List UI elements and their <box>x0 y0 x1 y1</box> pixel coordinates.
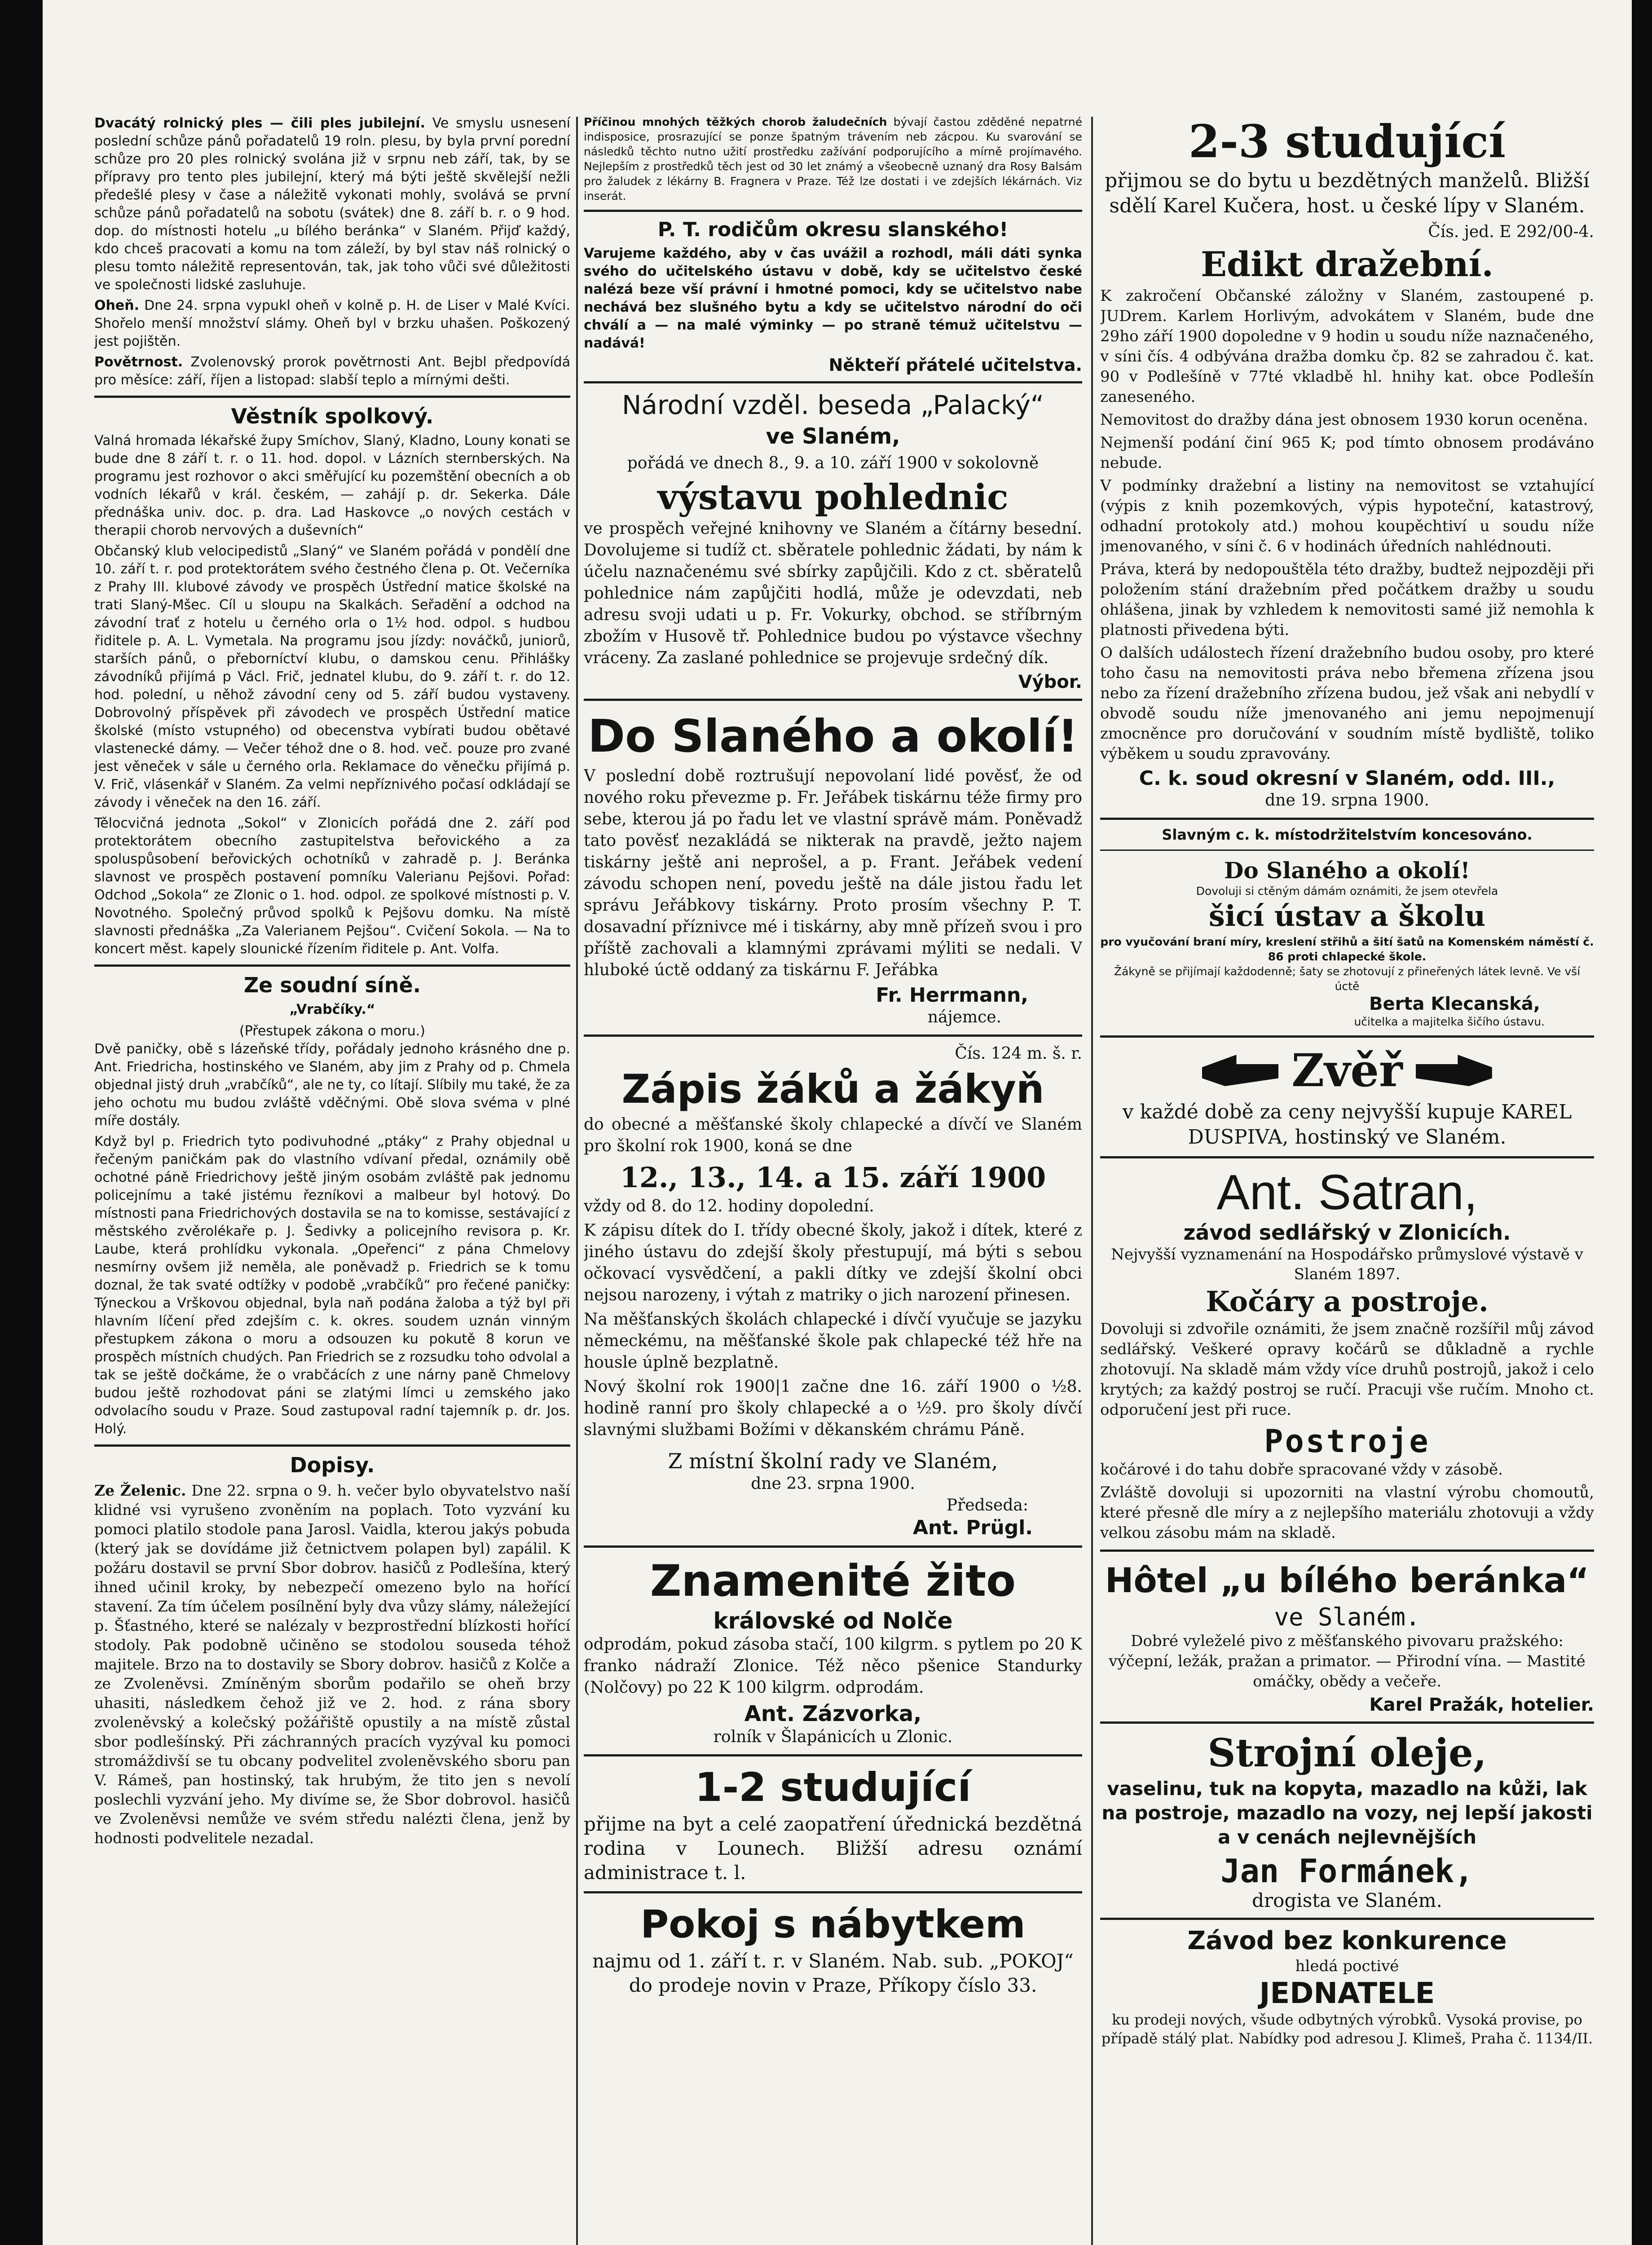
satran-subtitle: závod sedlářský v Zlonicích. <box>1183 1220 1511 1245</box>
column-divider <box>1091 117 1093 2245</box>
zapis-board: Z místní školní rady ve Slaném, <box>668 1449 998 1473</box>
satran-title: Ant. Satran, <box>1216 1165 1478 1220</box>
zavod-text: ku prodeji nových, všude odbytných výrobků. Vysoká provise, po případě stálý plat. Nabídky pod adresou J. Klimeš, Praha č. 1134/II. <box>1101 2011 1593 2047</box>
dopisy-text: Dne 22. srpna o 9. h. večer bylo obyvatelstvo naší klidné vsi vyrušeno zvoněním na poplach. Toto vyzvání ku pomoci platilo stodole pana Jarosl. Vaidla, kterou jakýs pobuda (který jak se dovídáme již četnictvem polapen byl) zapálil. K požáru dostavil se první Sbor dobrov. hasičů z Podlešína, který ihned učinil kroky, by nebezpečí omezeno bylo na hořící stavení. Za tím účelem posílnění byly dva vůzy slámy, náležející p. Šťastného, které se nalézaly v bezprostřední blízkosti hořící stodoly. Pak podobně učiněno se stodolou souseda téhož majitele. Brzo na to dostavily se Sbory dobrov. hasičů z Kolče a ze Zvoleněvsi. Zmíněným sborům podařilo se oheň brzy uhasiti, následkem čehož již ve 2. hod. z rána sbory zvoleněvský a kolečský požářiště opustily a na místě zůstal sbor podlešínský. Při záchranných pracích vyzýval ku pomoci stromáždivší se tu obcany podvelitel zvoleněvského sboru pan V. Rámeš, pan hostinský, tak hrubým, že tito jen s nevolí poslechli vyzvání jeho. My divíme se, že Sbor dobrovol. hasičů ve Zvoleněvsi nemůže ve svém středu nalézti člena, jenž by hodnosti podvelitele nezadal. <box>94 1482 570 1847</box>
divider <box>1100 1721 1594 1724</box>
divider <box>584 210 1082 212</box>
pricina-text: bývají častou zděděné nepatrné indisposice, prosrazující se ponze špatným trávením neb zácpou. Ku svarování se následků těchto nutno užití prostředku zažívání podporujícího a mírně projímavého. Nejlepším z prostředků těch jest od 30 let známý a všeobecně uznaný dra Rosy Balsám pro žaludek z lékárny B. Fragnera v Praze. Též lze dostati i ve zdejších lékárnách. Viz inserát. <box>584 115 1082 202</box>
satran-award: Nejvyšší vyznamenání na Hospodářsko průmyslové výstavě v Slaném 1897. <box>1111 1246 1583 1283</box>
vestnik-para-3: Tělocvičná jednota „Sokol“ v Zlonicích pořádá dne 2. září pod protektorátem obecního zastupitelstva beřovického a za spoluspůsobení beřovických ochotníků v zahradě p. J. Beránka slavnost ve prospěch postavení pomníku Valerianu Pejšovi. Pořad: Odchod „Sokola“ ze Zlonic o 1. hod. odpol. ze spolkové místnosti p. V. Novotného. Společný průvod spolků k Pejšovu domku. Na místě slavnosti přednáška „Za Valerianem Pejšou“. Cvičení Sokola. — Na to koncert měst. kapely slounické řízením řiditele p. Ant. Volfa. <box>94 815 570 957</box>
edikt-para-3: Nejmenší podání činí 965 K; pod tímto obnosem prodáváno nebude. <box>1100 434 1594 472</box>
ohen-label: Oheň. <box>94 298 139 313</box>
beseda-place: ve Slaném, <box>766 424 900 449</box>
povetrnost-article <box>94 353 570 389</box>
rodicum-signature: Někteří přátelé učitelstva. <box>828 355 1082 375</box>
oleje-text: vaselinu, tuk na kopyta, mazadlo na kůži, lak na postroje, mazadlo na vozy, nej lepší jakosti a v cenách nejlevnějších <box>1101 1778 1593 1848</box>
ohen-text: Dne 24. srpna vypukl oheň v kolně p. H. de Liser v Malé Kvíci. Shořelo menší množství slámy. Oheň byl v brzku uhašen. Poškozený jest pojištěn. <box>94 298 570 349</box>
beseda-text: ve prospěch veřejné knihovny ve Slaném a čítárny besední. Dovolujeme si tudíž ct. sběratele pohlednic žádati, by nám k účelu naznačenému své sbírky zapůjčili. Kdo z ct. sběratelů pohlednice nám zapůjčiti hodlá, může je odevzdati, neb adresu svoji udati u p. Fr. Vokurky, obchod. se stříbrným zbožím v Husově tř. Pohlednice budou po výstavce všechny vráceny. Za zaslané pohlednice se projevuje srdečný dík. <box>584 519 1082 667</box>
ples-text: Ve smyslu usnesení poslední schůze pánů pořadatelů 19 roln. plesu, by byla první porední schůze pro 20 ples rolnický svolána již v srpnu neb září, tak, by se přípravy pro tento ples jubilejní, který má býti ještě skvělejší nežli předešlé plesy v čase a náležitě vykonati mohly, svolává se první schůze pánů pořadatelů na sobotu (svátek) dne 8. září b. r. o 9 hod. dop. do místnosti hotelu „u bílého beránka“ v Slaném. Přijď každý, kdo chceš pracovati a komu na tom záleží, by byl stav náš rolnický o plesu tomto náležitě representován, tak, jak toho vůči své důležitosti ve společnosti lidské zasluhuje. <box>94 115 570 293</box>
ohen-article <box>94 297 570 351</box>
zito-subtitle: královské od Nolče <box>713 1608 953 1634</box>
column-left <box>94 114 570 2245</box>
rodicum-text: Varujeme každého, aby v čas uvážil a rozhodl, máli dáti synka svého do učitelského ústavu v době, kdy se učitelstvo české nalézá beze vší právní i hmotné pomoci, kdy se učitelstvo nabe nechává bez slušného bytu a kdy se učitelstvo národní do oči chválí a — na malé výminky — po straně témuž učitelstvu — nadává! <box>584 246 1082 351</box>
oleje-role: drogista ve Slaném. <box>1252 1889 1442 1911</box>
pointing-hand-icon <box>1202 1055 1278 1086</box>
column-divider <box>576 117 578 2245</box>
divider <box>94 1444 570 1447</box>
rodicum-title: P. T. rodičům okresu slanského! <box>657 218 1009 241</box>
stud3-title: 2-3 studující <box>1188 115 1506 168</box>
povetrnost-text: Zvolenovský prorok povětrnosti Ant. Bejbl předpovídá pro měsíce: září, říjen a listopad: slabší teplo a mírnými dešti. <box>94 354 570 388</box>
divider <box>584 1754 1082 1756</box>
edikt-court: C. k. soud okresní v Slaném, odd. III., <box>1139 767 1555 790</box>
divider <box>1100 1918 1594 1920</box>
beseda-signature: Výbor. <box>1018 672 1082 692</box>
dopisy-title: Dopisy. <box>290 1453 375 1477</box>
hotel-title: Hôtel „u bílého beránka“ <box>1105 1560 1590 1600</box>
vestnik-title: Věstník spolkový. <box>231 404 434 428</box>
divider <box>584 699 1082 701</box>
zapis-para-3: K zápisu dítek do I. třídy obecné školy, jakož i dítek, které z jiného ústavu do zdejší školy přestupují, má býti s sebou očkovací vysvědčení, a pakli dítky ve zdejší školní obci nejsou narozeny, i výtah z matriky o jich narození přinesen. <box>584 1221 1082 1304</box>
zito-signature: Ant. Zázvorka, <box>744 1701 922 1726</box>
edikt-title: Edikt dražební. <box>1201 244 1493 284</box>
vestnik-para-2: Občanský klub velocipedistů „Slaný“ ve Slaném pořádá v pondělí dne 10. září t. r. pod protektorátem svého čestného člena p. Ot. Večerníka z Prahy III. klubové závody ve prospěch Ústřední matice školské na trati Slaný-Mšec. Cíl u sloupu na Skalkách. Seřadění a odchod na závodní trať z hotelu u černého orla o 1½ hod. odpol. s hudbou řiditele p. A. L. Vymetala. Na programu jsou jízdy: nováčků, juniorů, starších pánů, o přeborníctví klubu, o damskou cenu. Přihlášky závodníků přijímá p Václ. Frič, jednatel klubu, do 9. září t. r. do 12. hod. polední, u něhož závodní ceny od 5. září budou vystaveny. Dobrovolný příspěvek při závodech ve prospěch Ústřední matice školské (místo vstupného) od obecenstva vybírati budou obětavé vlastenecké dámy. — Večer téhož dne o 8. hod. več. pouze pro zvané jest věneček v sále u černého orla. Reklamace do věnečku přijímá p. V. Frič, vlásenkář v Slaném. Za velmi nepříznivého počasí odkládají se závody i věneček na den 16. září. <box>94 543 570 810</box>
postroje-title: Postroje <box>1264 1423 1430 1460</box>
edikt-para-2: Nemovitost do dražby dána jest obnosem 1930 korun oceněna. <box>1100 411 1588 429</box>
beseda-intro: pořádá ve dnech 8., 9. a 10. září 1900 v sokolovně <box>627 454 1039 472</box>
zito-address: rolník v Šlapánicích u Zlonic. <box>713 1728 953 1746</box>
stud-title: 1-2 studující <box>695 1764 971 1810</box>
hotel-signature: Karel Pražák, hotelier. <box>1369 1695 1594 1715</box>
povetrnost-label: Povětrnost. <box>94 354 183 370</box>
edikt-para-4: V podmínky dražební a listiny na nemovitost se vztahující (výpis z knih pozemkových, výpis hypoteční, katastrový, odhadní protokoly atd.) mohou koupěchtiví u soudu níže jmenovaného, v síni č. 6 v hodinách úředních nahlédnouti. <box>1100 477 1594 555</box>
mistr-role: učitelka a majitelka šičího ústavu. <box>1354 1015 1545 1028</box>
satran-text: Dovoluji si zdvořile oznámiti, že jsem značně rozšířil můj závod sedlářský. Veškeré opravy kočárů se důkladně a rychle zhotovují. Na skladě mám vždy více druhů postrojů, jakož i celo krytých; za každý postroj se ručí. Pracuji vše ručím. Mnoho ct. odporučení jest při ruce. <box>1100 1320 1594 1419</box>
divider <box>584 1891 1082 1893</box>
divider <box>584 1545 1082 1548</box>
sine-para-1: Dvě paničky, obě s lázeňské třídy, pořádaly jednoho krásného dne p. Ant. Friedricha, hostinského ve Slaném, aby jim z Prahy od p. Chmela objednal jistý druh „vrabčíků“, ale ne ty, co lítají. Slíbily mu také, že za jeho ochotu mu budou zvláště vděčnými. Obě slova svéma v plné míře dostály. <box>94 1041 570 1129</box>
okoli-text: V poslední době roztrušují nepovolaní lidé pověsť, že od nového roku převezme p. Fr. Jeřábek tiskárnu téže firmy pro sebe, kterou já po řadu let ve vlastní správě mám. Poněvadž tato pověsť nezakládá se nikterak na pravdě, ježto najem tiskárny ještě ani neprošel, a p. Frant. Jeřábek vedení závodu schopen není, povedu ještě na dále jistou řadu let správu Jeřábkovy tiskárny. Proto prosím všechny P. T. dosavadní příznivce mé i tiskárny, aby mně přízeň svou i pro příště zachovali a klamnými zprávami mýliti se nedali. V hluboké úctě oddaný za tiskárnu F. Jeřábka <box>584 767 1082 979</box>
scan-border-left <box>0 0 43 2245</box>
okoli-title: Do Slaného a okolí! <box>588 710 1078 762</box>
hotel-text: Dobré vyleželé pivo z měšťanského pivovaru pražského: výčepní, ležák, pražan a primator. — Přirodní vína. — Mastité omáčky, obědy a večeře. <box>1109 1632 1586 1690</box>
divider <box>94 964 570 967</box>
sine-para-2: Když byl p. Friedrich tyto podivuhodné „ptáky“ z Prahy objednal u řečeným paničkám pak do vlastního vdívaní předal, oznámily obě ochotné páně Friedrichovy ještě jiným osobám zvláště pak jednomu policejnímu a také jistému řezníkovi a malbeur byl hotový. Do místnosti pana Friedrichových dostavila se na to komisse, sestávající z městského zvěrolékaře p. J. Šedivky a policejního revisora p. Kr. Laube, která prohlídku vykonala. „Opeřenci“ z pána Chmelovy nesmírny ovšem již neměla, ale poněvadž p. Friedrich se k tomu doznal, že tak svaté odtížky v podobě „vrabčíků“ pro řečené paničky: Týneckou a Vrškovou objednal, byla naň podána žaloba a týž byl při hlavním líčení před zdejším c. k. okres. soudem uznán vinným přestupkem zákona o moru a odsouzen ku pokutě 8 korun ve prospěch místních chudých. Pan Friedrich se z rozsudku toho odvolal a tak se ještě dočkáme, že o vrabčácích z une nárny paně Chmelovy budou ještě rozhodovat páni se zlatými límci u zemského jako odvolacího soudu v Praze. Soud zastupoval radní tajemník p. dr. Jos. Holý. <box>94 1134 570 1437</box>
oleje-title: Strojní oleje, <box>1207 1730 1487 1776</box>
mistr-signature: Berta Klecanská, <box>1369 994 1540 1014</box>
zver-text: v každé době za ceny nejvyšší kupuje KAREL DUSPIVA, hostinský ve Slaném. <box>1122 1100 1572 1149</box>
zapis-para-4: Na měšťanských školách chlapecké i dívčí vyučuje se jazyku německému, na měšťanské škole pak chlapecké též hře na housle úplně bezplatně. <box>584 1310 1082 1372</box>
divider <box>1100 1156 1594 1158</box>
edikt-number: Čís. jed. E 292/00-4. <box>1428 223 1594 241</box>
edikt-para-5: Práva, která by nedopouštěla této dražby, budtež nejpozději při položením stání dražebním před počátkem dražby u soudu ohlášena, jinak by vzhledem k nemovitosti samé již nemohla k platnosti přivedena býti. <box>1100 560 1594 639</box>
stud-text: přijme na byt a celé zaopatření úřednická bezdětná rodina v Lounech. Bližší adresu oznámí administrace t. l. <box>584 1813 1082 1884</box>
zapis-chair-label: Předseda: <box>946 1496 1028 1514</box>
mistr-headline: šicí ústav a školu <box>1208 899 1486 933</box>
edikt-para-1: K zakročení Občanské záložny v Slaném, zastoupené p. JUDrem. Karlem Horlivým, advokátem v Slaném, bude dne 29ho září 1900 dopoledne v 9 hodin u soudu níže naznačeného, v síni čís. 4 odbývána dražba domku čp. 82 se zahradou č. kat. 90 v Podlešíně v 77té vkladbě hl. hnihy kat. obce Podlešín zaneseného. <box>1100 287 1594 406</box>
divider <box>584 1034 1082 1037</box>
zapis-para-5: Nový školní rok 1900|1 začne dne 16. září 1900 o ½8. hodině ranní pro školy chlapecké a o ½9. pro školy dívčí slavnými službami Božími v děkanském chrámu Páně. <box>584 1378 1082 1439</box>
dopisy-subtitle: Ze Želenic. <box>94 1482 186 1499</box>
column-right <box>1100 114 1594 2245</box>
mistr-intro: Dovoluji si ctěným dámám oznámiti, že jsem otevřela <box>1196 885 1498 898</box>
beseda-headline: výstavu pohlednic <box>657 477 1009 518</box>
zver-heading-row <box>1100 1044 1594 1097</box>
divider <box>584 381 1082 383</box>
stud3-text: přijmou se do bytu u bezdětných manželů. Bližší sdělí Karel Kučera, host. u české lípy v Slaném. <box>1105 169 1590 217</box>
pokoj-text: najmu od 1. září t. r. v Slaném. Nab. sub. „POKOJ“ do prodeje novin v Praze, Příkopy číslo 33. <box>592 1950 1074 1996</box>
sine-subtitle: „Vrabčíky.“ <box>289 1002 375 1017</box>
edikt-para-6: O dalších událostech řízení dražebního budou osoby, pro které toho času na nemovitosti práva nebo břemena zřízena jsou nebo za řízení dražebního zřízena budou, jež však ani nebydlí v obvodě soudu níže jmenovaného ani jemu nepojmenují zmocněnce pro doručování v soudním místě bydliště, toliko výběkem u soudu zpravovány. <box>1100 644 1594 763</box>
zapis-para-2: vždy od 8. do 12. hodiny dopolední. <box>584 1197 874 1215</box>
postroje-para: Zvláště dovoluji si upozorniti na vlastní výrobu chomoutů, které přesně dle míry a z nejlepšího materiálu zhotovuji a vždy velkou zásobu mám na skladě. <box>1100 1483 1594 1542</box>
zapis-dates: 12., 13., 14. a 15. září 1900 <box>620 1161 1046 1194</box>
mistr-note: Žákyně se přijímají každodenně; šaty se zhotovují z přineřených látek levně. Ve vší úctě <box>1114 965 1581 993</box>
scan-border-right <box>1632 0 1652 2245</box>
ples-article <box>94 114 570 294</box>
mistr-text: pro vyučování braní míry, kreslení střihů a šití šatů na Komenském náměstí č. 86 proti chlapecké škole. <box>1100 935 1594 963</box>
pricina-ad <box>584 114 1082 203</box>
zapis-chair-name: Ant. Prügl. <box>912 1516 1033 1539</box>
vestnik-para-1: Valná hromada lékařské župy Smíchov, Slaný, Kladno, Louny konati se bude dne 8 září t. r. o 11. hod. dopol. v Lázních sternberských. Na programu jest rozhovor o akci směřující ku pozemštění obecních a ob vodních lékařů v král. českém, — zahájí p. dr. Sekerka. Dále přednáška univ. doc. p. dra. Lad Haskovce „o nových cestách v therapii chorob nervových a duševních“ <box>94 433 570 538</box>
zito-title: Znamenité žito <box>650 1556 1016 1606</box>
zapis-title: Zápis žáků a žákyň <box>621 1066 1044 1112</box>
zapis-para-1: do obecné a měšťanské školy chlapecké a dívčí ve Slaném pro školní rok 1900, koná se dne <box>584 1115 1082 1155</box>
ples-title: Dvacátý rolnický ples — čili ples jubilejní. <box>94 115 425 131</box>
pokoj-title: Pokoj s nábytkem <box>640 1902 1026 1947</box>
satran-heading: Kočáry a postroje. <box>1206 1285 1489 1318</box>
dopisy-article <box>94 1481 570 1848</box>
zavod-headline: JEDNATELE <box>1259 1977 1435 2010</box>
zapis-number: Čís. 124 m. š. r. <box>955 1044 1082 1063</box>
okoli-signature: Fr. Herrmann, <box>876 984 1028 1007</box>
zavod-title: Závod bez konkurence <box>1187 1926 1507 1955</box>
mistr-heading: Do Slaného a okolí! <box>1224 857 1470 884</box>
divider <box>94 396 570 398</box>
edikt-date: dne 19. srpna 1900. <box>1265 791 1429 810</box>
oleje-shop: Jan Formánek, <box>1220 1852 1474 1890</box>
hotel-place: ve Slaném. <box>1274 1603 1420 1631</box>
divider <box>1100 850 1594 851</box>
mistr-concession: Slavným c. k. místodržitelstvím koncesováno. <box>1162 826 1533 843</box>
column-middle <box>584 114 1082 2245</box>
postroje-text: kočárové i do tahu dobře spracované vždy v zásobě. <box>1100 1461 1503 1479</box>
okoli-role: nájemce. <box>927 1008 1001 1026</box>
divider <box>1100 818 1594 820</box>
zito-text: odprodám, pokud zásoba stačí, 100 kilgrm. s pytlem po 20 K franko nádraží Zlonice. Též něco pšenice Standurky (Nolčovy) po 22 K 100 kilgrm. odprodám. <box>584 1635 1082 1697</box>
zavod-subtitle: hledá poctivé <box>1295 1957 1399 1975</box>
divider <box>1100 1035 1594 1038</box>
sine-title: Ze soudní síně. <box>243 973 421 997</box>
zver-title: Zvěř <box>1291 1044 1403 1097</box>
zapis-date: dne 23. srpna 1900. <box>751 1475 915 1493</box>
pricina-title: Příčinou mnohých těžkých chorob žaludečních <box>584 115 887 128</box>
sine-subtitle-2: (Přestupek zákona o moru.) <box>239 1023 425 1039</box>
pointing-hand-icon <box>1416 1055 1492 1086</box>
divider <box>1100 1549 1594 1552</box>
beseda-title: Národní vzděl. beseda „Palacký“ <box>622 390 1044 420</box>
